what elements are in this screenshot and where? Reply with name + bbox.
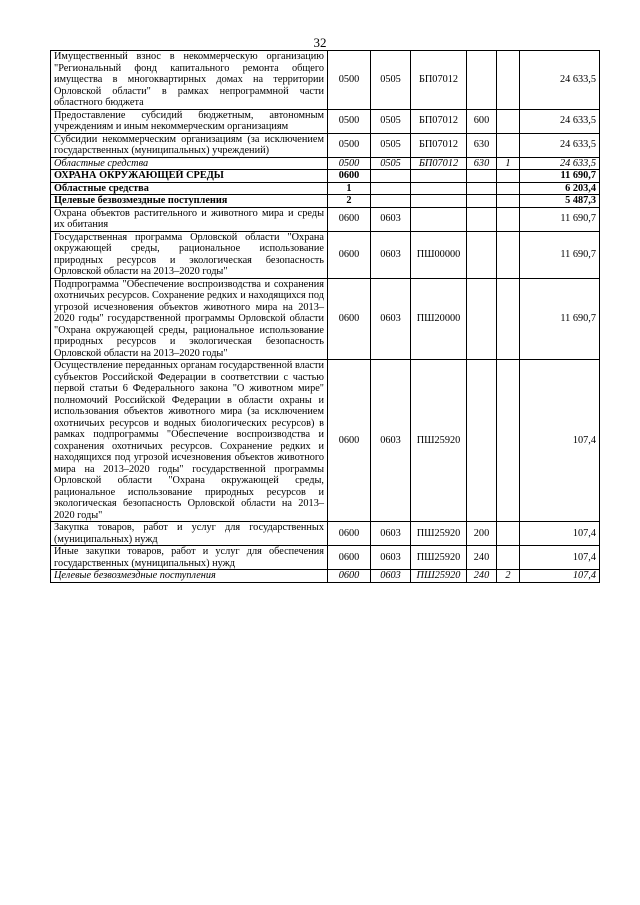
row-name: Имущественный взнос в некоммерческую организацию "Региональный фонд капитального ремонта общего имущества в многоквартирных домах на территории Орловской области" в рамках непрограммной части областного бюджета [51, 51, 328, 110]
row-funding-source: 1 [497, 157, 520, 170]
row-section: 0600 [328, 207, 371, 231]
row-section: 0600 [328, 231, 371, 278]
row-funding-source [497, 360, 520, 522]
table-row [51, 195, 600, 208]
row-section: 0500 [328, 109, 371, 133]
row-name: Закупка товаров, работ и услуг для государственных (муниципальных) нужд [51, 522, 328, 546]
row-subsection: 0505 [371, 157, 411, 170]
table-row [51, 157, 600, 170]
table-row [51, 109, 600, 133]
row-subsection: 0505 [371, 109, 411, 133]
row-name: Иные закупки товаров, работ и услуг для обеспечения государственных (муниципальных) нужд [51, 546, 328, 570]
row-expense-type: 240 [467, 546, 497, 570]
row-subsection: 0603 [371, 570, 411, 583]
row-amount: 11 690,7 [520, 170, 600, 183]
row-section: 0500 [328, 157, 371, 170]
row-expense-type [467, 170, 497, 183]
table-row [51, 207, 600, 231]
row-expense-type: 600 [467, 109, 497, 133]
row-expense-type: 630 [467, 157, 497, 170]
budget-table [50, 50, 600, 583]
row-subsection [371, 195, 411, 208]
row-target-article: ПШ25920 [411, 546, 467, 570]
row-target-article [411, 170, 467, 183]
row-target-article: БП07012 [411, 133, 467, 157]
row-name: ОХРАНА ОКРУЖАЮЩЕЙ СРЕДЫ [51, 170, 328, 183]
table-row [51, 522, 600, 546]
row-funding-source [497, 51, 520, 110]
row-subsection: 0603 [371, 207, 411, 231]
row-funding-source [497, 109, 520, 133]
row-name: Целевые безвозмездные поступления [51, 195, 328, 208]
row-expense-type [467, 360, 497, 522]
row-amount: 107,4 [520, 360, 600, 522]
row-expense-type [467, 195, 497, 208]
row-amount: 24 633,5 [520, 133, 600, 157]
row-name: Субсидии некоммерческим организациям (за исключением государственных (муниципальных) учреждений) [51, 133, 328, 157]
row-funding-source: 2 [497, 570, 520, 583]
row-expense-type: 200 [467, 522, 497, 546]
row-amount: 11 690,7 [520, 278, 600, 360]
row-name: Охрана объектов растительного и животного мира и среды их обитания [51, 207, 328, 231]
row-funding-source [497, 546, 520, 570]
row-expense-type: 630 [467, 133, 497, 157]
row-subsection: 0505 [371, 133, 411, 157]
row-amount: 11 690,7 [520, 207, 600, 231]
row-funding-source [497, 182, 520, 195]
row-funding-source [497, 170, 520, 183]
row-target-article: ПШ25920 [411, 522, 467, 546]
table-row [51, 170, 600, 183]
row-name: Целевые безвозмездные поступления [51, 570, 328, 583]
row-expense-type [467, 207, 497, 231]
row-funding-source [497, 522, 520, 546]
row-amount: 24 633,5 [520, 157, 600, 170]
row-expense-type [467, 231, 497, 278]
row-amount: 11 690,7 [520, 231, 600, 278]
row-amount: 24 633,5 [520, 109, 600, 133]
row-subsection: 0603 [371, 522, 411, 546]
row-expense-type [467, 182, 497, 195]
row-section: 1 [328, 182, 371, 195]
row-section: 0600 [328, 360, 371, 522]
row-name: Подпрограмма "Обеспечение воспроизводства и сохранения охотничьих ресурсов. Сохранение редких и находящихся под угрозой исчезновения объектов животного мира на 2013–2020 годы" государственной программы Орловской области "Охрана окружающей среды, рациональное использование природных ресурсов и экологическая безопасность Орловской области на 2013–2020 годы" [51, 278, 328, 360]
row-subsection: 0505 [371, 51, 411, 110]
row-funding-source [497, 278, 520, 360]
row-amount: 107,4 [520, 570, 600, 583]
row-subsection [371, 170, 411, 183]
row-subsection: 0603 [371, 546, 411, 570]
row-amount: 5 487,3 [520, 195, 600, 208]
row-target-article: БП07012 [411, 109, 467, 133]
row-name: Областные средства [51, 182, 328, 195]
row-target-article [411, 195, 467, 208]
row-target-article [411, 207, 467, 231]
page-number: 32 [313, 35, 327, 50]
row-expense-type [467, 51, 497, 110]
row-subsection: 0603 [371, 231, 411, 278]
row-amount: 6 203,4 [520, 182, 600, 195]
table-row [51, 546, 600, 570]
row-section: 0600 [328, 522, 371, 546]
table-row [51, 360, 600, 522]
table-row [51, 278, 600, 360]
row-name: Областные средства [51, 157, 328, 170]
row-section: 2 [328, 195, 371, 208]
row-amount: 24 633,5 [520, 51, 600, 110]
row-section: 0600 [328, 170, 371, 183]
table-row [51, 231, 600, 278]
row-target-article: ПШ25920 [411, 570, 467, 583]
row-name: Осуществление переданных органам государственной власти субъектов Российской Федерации в соответствии с частью первой статьи 6 Федерального закона "О животном мире" полномочий Российской Федерации в области охраны и использования объектов животного мира (за исключением охотничьих ресурсов и водных биологических ресурсов) в рамках подпрограммы "Обеспечение воспроизводства и сохранения охотничьих ресурсов. Сохранение редких и находящихся под угрозой исчезновения объектов животного мира на 2013–2020 годы" государственной программы Орловской области "Охрана окружающей среды, рациональное использование природных ресурсов и экологическая безопасность Орловской области на 2013–2020 годы" [51, 360, 328, 522]
row-funding-source [497, 133, 520, 157]
row-subsection: 0603 [371, 278, 411, 360]
row-target-article: БП07012 [411, 157, 467, 170]
row-target-article: БП07012 [411, 51, 467, 110]
row-expense-type [467, 278, 497, 360]
row-target-article [411, 182, 467, 195]
row-section: 0500 [328, 133, 371, 157]
row-funding-source [497, 195, 520, 208]
row-amount: 107,4 [520, 522, 600, 546]
row-target-article: ПШ20000 [411, 278, 467, 360]
row-target-article: ПШ00000 [411, 231, 467, 278]
row-name: Предоставление субсидий бюджетным, автономным учреждениям и иным некоммерческим организациям [51, 109, 328, 133]
row-amount: 107,4 [520, 546, 600, 570]
table-row [51, 570, 600, 583]
row-subsection: 0603 [371, 360, 411, 522]
row-section: 0600 [328, 570, 371, 583]
row-target-article: ПШ25920 [411, 360, 467, 522]
row-name: Государственная программа Орловской области "Охрана окружающей среды, рациональное использование природных ресурсов и экологическая безопасность Орловской области на 2013–2020 годы" [51, 231, 328, 278]
row-funding-source [497, 207, 520, 231]
row-expense-type: 240 [467, 570, 497, 583]
row-funding-source [497, 231, 520, 278]
table-row [51, 51, 600, 110]
row-section: 0600 [328, 278, 371, 360]
row-section: 0600 [328, 546, 371, 570]
row-subsection [371, 182, 411, 195]
row-section: 0500 [328, 51, 371, 110]
table-row [51, 182, 600, 195]
table-row [51, 133, 600, 157]
